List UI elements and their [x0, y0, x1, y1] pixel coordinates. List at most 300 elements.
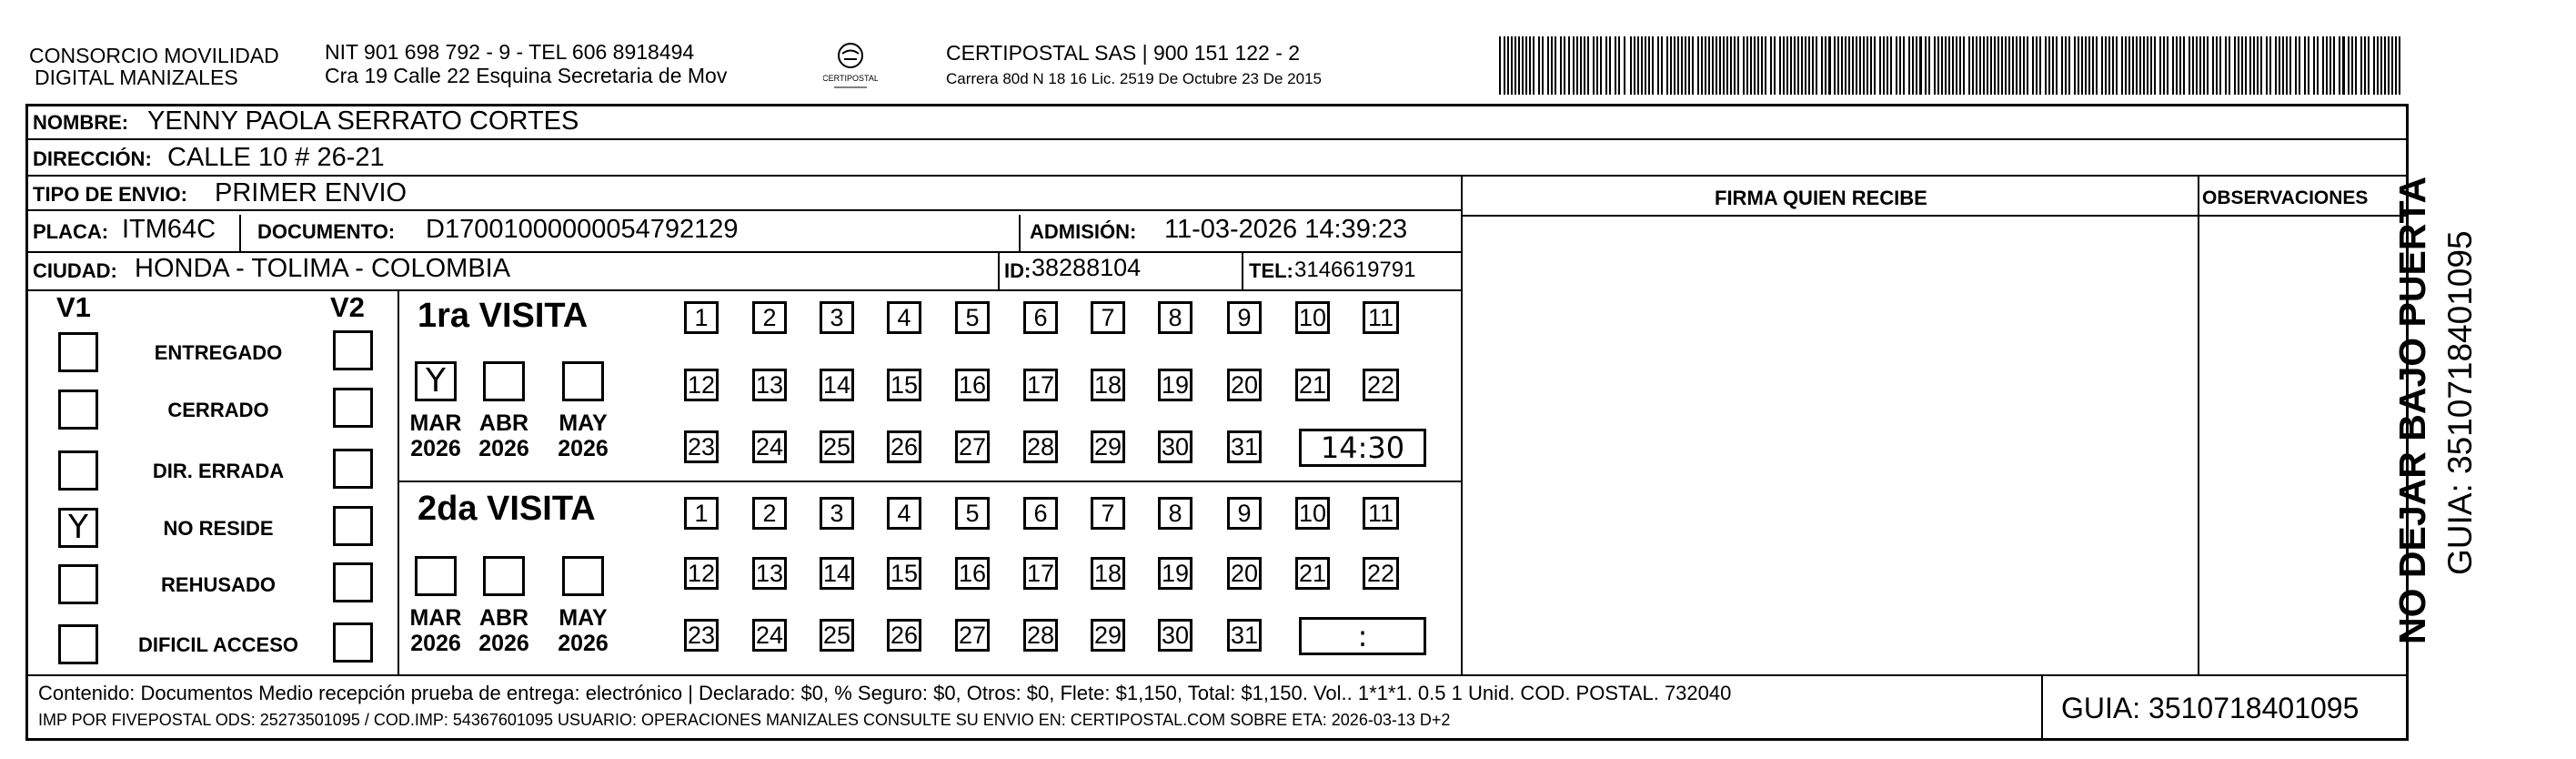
barcode-bar: [1734, 36, 1736, 95]
day-box[interactable]: 10: [1295, 497, 1330, 530]
day-box[interactable]: 8: [1158, 497, 1192, 530]
barcode-bar: [2012, 36, 2014, 95]
barcode-bar: [1648, 36, 1650, 95]
v1-checkbox[interactable]: [58, 390, 98, 430]
barcode-bar: [1941, 36, 1943, 95]
side-guia-text: GUIA: 3510718401095: [2441, 230, 2479, 575]
documento-value: D17001000000054792129: [426, 215, 739, 244]
v2-checkbox[interactable]: [333, 330, 373, 370]
day-box[interactable]: 14: [820, 369, 854, 401]
barcode-bar: [2342, 36, 2345, 95]
v2-checkbox[interactable]: [333, 562, 373, 602]
barcode-bar: [1587, 36, 1589, 95]
barcode-bar: [1670, 36, 1672, 95]
barcode-bar: [1688, 36, 1690, 95]
day-box[interactable]: 2: [752, 301, 787, 334]
barcode-bar: [2275, 36, 2277, 95]
logo-emblem-icon: [823, 40, 878, 93]
day-box[interactable]: 16: [955, 369, 990, 401]
barcode-bar: [1783, 36, 1785, 95]
day-box[interactable]: 27: [955, 619, 990, 652]
barcode-bar: [1609, 36, 1611, 95]
day-box[interactable]: 27: [955, 430, 990, 463]
barcode-bar: [1568, 36, 1570, 95]
barcode-bar: [1790, 36, 1792, 95]
barcode-bar: [2234, 36, 2236, 95]
day-box[interactable]: 19: [1158, 557, 1192, 590]
barcode-bar: [1968, 36, 1970, 95]
nit-text: NIT 901 698 792 - 9 - TEL 606 8918494: [325, 40, 695, 64]
day-box[interactable]: 1: [684, 497, 719, 530]
day-box[interactable]: 30: [1158, 430, 1192, 463]
day-box[interactable]: 17: [1023, 557, 1058, 590]
barcode-bar: [1507, 36, 1509, 95]
barcode-bar: [1743, 36, 1745, 95]
month-checkbox[interactable]: [562, 556, 604, 596]
barcode-bar: [1754, 36, 1756, 95]
day-box[interactable]: 25: [820, 430, 854, 463]
barcode-bar: [2092, 36, 2094, 95]
admision-value: 11-03-2026 14:39:23: [1164, 215, 1408, 244]
day-box[interactable]: 18: [1091, 369, 1125, 401]
company-name: CONSORCIO MOVILIDAD: [29, 44, 279, 67]
month-label: MAY: [558, 410, 608, 436]
day-box[interactable]: 17: [1023, 369, 1058, 401]
barcode-bar: [2380, 36, 2382, 95]
day-box[interactable]: 23: [684, 619, 719, 652]
day-box[interactable]: 26: [887, 619, 921, 652]
barcode-bar: [1750, 36, 1752, 95]
barcode-bar: [1899, 36, 1901, 95]
placa-value: ITM64C: [122, 215, 216, 244]
barcode-bar: [1852, 36, 1854, 95]
certipostal-logo: [823, 40, 878, 93]
footer-print-info: IMP POR FIVEPOSTAL ODS: 25273501095 / COD.IMP: 54367601095 USUARIO: OPERACIONES MANIZALES CONSULTE SU ENVIO EN: CERTIPOSTAL.COM SOBRE ETA: 2026-03-13 D+2: [38, 711, 1451, 729]
company-name-line2: DIGITAL MANIZALES: [35, 66, 238, 89]
barcode-bar: [1580, 36, 1582, 95]
barcode-bar: [1828, 36, 1831, 95]
barcode-bar: [1576, 36, 1578, 95]
barcode-bar: [2125, 36, 2127, 95]
barcode-bar: [2088, 36, 2090, 95]
day-box[interactable]: 9: [1227, 497, 1262, 530]
status-option-label: DIR. ERRADA: [152, 460, 285, 482]
barcode-bar: [2207, 36, 2209, 95]
status-option-label: REHUSADO: [161, 573, 276, 596]
barcode-bar: [1712, 36, 1714, 95]
barcode-bar: [1726, 36, 1728, 95]
day-box[interactable]: 15: [887, 369, 921, 401]
month-checkbox[interactable]: Y: [415, 361, 457, 401]
barcode-bar: [1870, 36, 1872, 95]
barcode-bar: [2260, 36, 2262, 95]
barcode-bar: [1615, 36, 1616, 95]
day-box[interactable]: 31: [1227, 619, 1262, 652]
day-box[interactable]: 6: [1023, 497, 1058, 530]
barcode-bar: [2238, 36, 2239, 95]
nombre-label: NOMBRE:: [33, 111, 129, 134]
day-box[interactable]: 13: [752, 557, 787, 590]
day-box[interactable]: 26: [887, 430, 921, 463]
barcode-bar: [2159, 36, 2161, 95]
barcode-bar: [1874, 36, 1876, 95]
barcode-bar: [1994, 36, 1996, 95]
barcode-bar: [1681, 36, 1683, 95]
v1-checkbox[interactable]: Y: [58, 508, 98, 548]
day-box[interactable]: 20: [1227, 557, 1262, 590]
barcode-bar: [1972, 36, 1974, 95]
day-box[interactable]: 15: [887, 557, 921, 590]
barcode-bar: [1812, 36, 1814, 95]
barcode-bar: [2279, 36, 2280, 95]
barcode-bar: [2045, 36, 2047, 95]
id-value: 38288104: [1031, 254, 1142, 281]
v1-checkbox[interactable]: [58, 564, 98, 604]
barcode-bar: [2355, 36, 2357, 95]
barcode-bar: [2001, 36, 2003, 95]
day-box[interactable]: 20: [1227, 369, 1262, 401]
barcode-bar: [1856, 36, 1857, 95]
barcode-bar: [2081, 36, 2083, 95]
month-checkbox[interactable]: [483, 361, 525, 401]
barcode-bar: [1701, 36, 1703, 95]
barcode-bar: [1867, 36, 1868, 95]
barcode-bar: [2016, 36, 2018, 95]
barcode-graphic: [1497, 36, 2407, 95]
barcode-bar: [1652, 36, 1654, 95]
day-box[interactable]: 4: [887, 497, 921, 530]
barcode-bar: [2085, 36, 2087, 95]
barcode-bar: [2373, 36, 2375, 95]
barcode-bar: [2266, 36, 2268, 95]
barcode-bar: [2068, 36, 2070, 95]
day-box[interactable]: 23: [684, 430, 719, 463]
barcode-bar: [2192, 36, 2194, 95]
tel-label: TEL:: [1249, 259, 1293, 282]
month-year-label: 2026: [478, 631, 529, 656]
barcode-bar: [1979, 36, 1981, 95]
barcode-bar: [1723, 36, 1725, 95]
barcode-bar: [1801, 36, 1803, 95]
barcode-bar: [1708, 36, 1710, 95]
day-box[interactable]: 11: [1363, 497, 1399, 530]
day-box[interactable]: 31: [1227, 430, 1262, 463]
barcode-bar: [1934, 36, 1936, 95]
v1-checkbox[interactable]: [58, 450, 98, 491]
barcode-bar: [1538, 36, 1540, 95]
barcode-bar: [1518, 36, 1520, 95]
day-box[interactable]: 16: [955, 557, 990, 590]
day-box[interactable]: 5: [955, 497, 990, 530]
barcode-bar: [1661, 36, 1663, 95]
barcode-bar: [2023, 36, 2025, 95]
day-box[interactable]: 7: [1091, 301, 1125, 334]
day-box[interactable]: 29: [1091, 430, 1125, 463]
visit-title: 1ra VISITA: [418, 297, 589, 335]
barcode-bar: [2005, 36, 2007, 95]
barcode-bar: [1948, 36, 1950, 95]
barcode-bar: [2150, 36, 2152, 95]
month-label: MAR: [409, 605, 462, 631]
month-checkbox[interactable]: [483, 556, 525, 596]
footer-contents: Contenido: Documentos Medio recepción prueba de entrega: electrónico | Declarado: $0, % Seguro: $0, Otros: $0, Flete: $1,150, Total: $1,150. Vol.. 1*1*1. 0.5 1 Unid. COD. POSTAL. 732040: [38, 682, 1732, 704]
month-checkbox[interactable]: [415, 556, 457, 596]
day-box[interactable]: 11: [1363, 301, 1399, 334]
barcode-bar: [2078, 36, 2079, 95]
barcode-bar: [2295, 36, 2297, 95]
barcode-bar: [1794, 36, 1796, 95]
barcode-bar: [2121, 36, 2123, 95]
barcode-bar: [1990, 36, 1992, 95]
day-box[interactable]: 3: [820, 301, 854, 334]
v2-header: V2: [330, 291, 365, 323]
barcode-bar: [1624, 36, 1625, 95]
barcode-bar: [1511, 36, 1513, 95]
visit-time-box[interactable]: :: [1299, 617, 1426, 655]
barcode-bar: [1555, 36, 1556, 95]
barcode-bar: [1952, 36, 1954, 95]
barcode-bar: [2008, 36, 2010, 95]
day-box[interactable]: 25: [820, 619, 854, 652]
ciudad-label: CIUDAD:: [33, 259, 117, 282]
ciudad-value: HONDA - TOLIMA - COLOMBIA: [135, 254, 511, 283]
status-option-label: ENTREGADO: [154, 341, 283, 364]
barcode-bar: [2391, 36, 2393, 95]
barcode-bar: [2313, 36, 2315, 95]
barcode-bar: [2105, 36, 2107, 95]
barcode-bar: [1705, 36, 1706, 95]
barcode-bar: [2074, 36, 2076, 95]
barcode-bar: [2348, 36, 2350, 95]
day-box[interactable]: 12: [684, 557, 719, 590]
barcode-bar: [1657, 36, 1659, 95]
barcode-bar: [1584, 36, 1585, 95]
v2-checkbox[interactable]: [333, 506, 373, 546]
barcode-bar: [2384, 36, 2386, 95]
barcode-bar: [1887, 36, 1888, 95]
barcode-bar: [1903, 36, 1905, 95]
month-label: MAY: [558, 605, 608, 631]
day-box[interactable]: 10: [1295, 301, 1330, 334]
day-box[interactable]: 1: [684, 301, 719, 334]
barcode-bar: [1634, 36, 1635, 95]
status-option-label: CERRADO: [167, 399, 269, 421]
day-box[interactable]: 30: [1158, 619, 1192, 652]
barcode-bar: [2229, 36, 2230, 95]
month-label: ABR: [478, 410, 529, 436]
tipo-envio-label: TIPO DE ENVIO:: [33, 183, 187, 206]
documento-label: DOCUMENTO:: [257, 220, 396, 243]
barcode-bar: [1821, 36, 1823, 95]
v2-checkbox[interactable]: [333, 449, 373, 489]
barcode-bar: [2203, 36, 2205, 95]
barcode-bar: [2167, 36, 2168, 95]
barcode-bar: [2388, 36, 2390, 95]
barcode-bar: [1837, 36, 1839, 95]
barcode-bar: [1514, 36, 1516, 95]
certipostal-text: CERTIPOSTAL SAS | 900 151 122 - 2: [946, 41, 1301, 65]
barcode-bar: [2143, 36, 2145, 95]
barcode-bar: [2176, 36, 2178, 95]
barcode-bar: [2286, 36, 2288, 95]
day-box[interactable]: 7: [1091, 497, 1125, 530]
barcode-bar: [1919, 36, 1922, 95]
barcode: [1497, 36, 2407, 95]
barcode-bar: [1816, 36, 1817, 95]
barcode-bar: [1808, 36, 1810, 95]
month-checkbox[interactable]: [562, 361, 604, 401]
barcode-bar: [1605, 36, 1607, 95]
barcode-bar: [2329, 36, 2331, 95]
barcode-bar: [2212, 36, 2214, 95]
placa-label: PLACA:: [33, 220, 109, 243]
barcode-bar: [2269, 36, 2271, 95]
direccion-label: DIRECCIÓN:: [33, 147, 152, 170]
day-box[interactable]: 21: [1295, 369, 1330, 401]
barcode-bar: [1618, 36, 1620, 95]
barcode-bar: [2333, 36, 2335, 95]
barcode-bar: [2289, 36, 2291, 95]
status-option-label: NO RESIDE: [163, 517, 274, 540]
day-box[interactable]: 18: [1091, 557, 1125, 590]
observaciones-header: OBSERVACIONES: [2202, 187, 2369, 208]
day-box[interactable]: 22: [1363, 557, 1399, 590]
v1-checkbox[interactable]: [58, 332, 98, 372]
nombre-value: YENNY PAOLA SERRATO CORTES: [147, 106, 579, 136]
day-box[interactable]: 6: [1023, 301, 1058, 334]
barcode-bar: [2036, 36, 2038, 95]
barcode-bar: [2253, 36, 2255, 95]
barcode-bar: [2065, 36, 2067, 95]
barcode-bar: [1945, 36, 1947, 95]
barcode-bar: [2172, 36, 2174, 95]
barcode-bar: [2056, 36, 2058, 95]
barcode-bar: [1645, 36, 1646, 95]
barcode-bar: [1883, 36, 1885, 95]
barcode-bar: [2216, 36, 2218, 95]
day-box[interactable]: 22: [1363, 369, 1399, 401]
day-box[interactable]: 4: [887, 301, 921, 334]
barcode-bar: [2116, 36, 2118, 95]
day-box[interactable]: 24: [752, 619, 787, 652]
barcode-bar: [1666, 36, 1668, 95]
day-box[interactable]: 29: [1091, 619, 1125, 652]
barcode-bar: [2339, 36, 2340, 95]
barcode-bar: [1685, 36, 1686, 95]
barcode-bar: [1863, 36, 1865, 95]
day-box[interactable]: 19: [1158, 369, 1192, 401]
barcode-bar: [1737, 36, 1739, 95]
barcode-bar: [2154, 36, 2156, 95]
barcode-bar: [1674, 36, 1675, 95]
barcode-bar: [2351, 36, 2353, 95]
barcode-bar: [2360, 36, 2362, 95]
barcode-bar: [1719, 36, 1721, 95]
barcode-bar: [1564, 36, 1565, 95]
barcode-bar: [2368, 36, 2370, 95]
barcode-bar: [2317, 36, 2319, 95]
admision-label: ADMISIÓN:: [1030, 220, 1137, 243]
day-box[interactable]: 28: [1023, 430, 1058, 463]
barcode-bar: [1596, 36, 1598, 95]
day-box[interactable]: 12: [684, 369, 719, 401]
barcode-bar: [1976, 36, 1977, 95]
barcode-bar: [1547, 36, 1549, 95]
month-year-label: 2026: [410, 631, 461, 656]
barcode-bar: [2322, 36, 2324, 95]
barcode-bar: [1529, 36, 1531, 95]
v1-checkbox[interactable]: [58, 624, 98, 664]
barcode-bar: [2245, 36, 2247, 95]
day-box[interactable]: 24: [752, 430, 787, 463]
v2-checkbox[interactable]: [333, 388, 373, 428]
direccion-value: CALLE 10 # 26-21: [167, 143, 385, 172]
barcode-bar: [1925, 36, 1927, 95]
v2-checkbox[interactable]: [333, 622, 373, 663]
barcode-bar: [2395, 36, 2397, 95]
barcode-bar: [1997, 36, 1999, 95]
barcode-bar: [2052, 36, 2054, 95]
barcode-bar: [2136, 36, 2138, 95]
barcode-bar: [1983, 36, 1985, 95]
barcode-bar: [1504, 36, 1505, 95]
barcode-bar: [1573, 36, 1575, 95]
month-label: MAR: [409, 410, 462, 436]
barcode-bar: [1761, 36, 1763, 95]
svg-text:CERTIPOSTAL: CERTIPOSTAL: [823, 74, 878, 83]
day-box[interactable]: 13: [752, 369, 787, 401]
barcode-bar: [2377, 36, 2379, 95]
barcode-bar: [2096, 36, 2098, 95]
id-label: ID:: [1004, 259, 1031, 282]
status-option-label: DIFICIL ACCESO: [137, 633, 298, 656]
day-box[interactable]: 14: [820, 557, 854, 590]
barcode-bar: [1890, 36, 1892, 95]
barcode-bar: [2364, 36, 2366, 95]
day-box[interactable]: 8: [1158, 301, 1192, 334]
barcode-bar: [1692, 36, 1694, 95]
barcode-bar: [2147, 36, 2148, 95]
barcode-bar: [2199, 36, 2201, 95]
barcode-bar: [1859, 36, 1861, 95]
visit-title: 2da VISITA: [418, 490, 596, 528]
day-box[interactable]: 21: [1295, 557, 1330, 590]
day-box[interactable]: 3: [820, 497, 854, 530]
month-year-label: 2026: [558, 436, 609, 461]
barcode-bar: [1896, 36, 1897, 95]
barcode-bar: [1600, 36, 1602, 95]
address-text: Cra 19 Calle 22 Esquina Secretaria de Mov: [325, 64, 728, 87]
day-box[interactable]: 2: [752, 497, 787, 530]
barcode-bar: [1916, 36, 1917, 95]
barcode-bar: [1774, 36, 1776, 95]
barcode-bar: [2308, 36, 2309, 95]
barcode-bar: [2019, 36, 2021, 95]
day-box[interactable]: 9: [1227, 301, 1262, 334]
month-year-label: 2026: [558, 631, 609, 656]
visit-time-box[interactable]: 14:30: [1299, 429, 1426, 467]
footer-guia: GUIA: 3510718401095: [2061, 692, 2360, 724]
barcode-bar: [1630, 36, 1632, 95]
day-box[interactable]: 5: [955, 301, 990, 334]
day-box[interactable]: 28: [1023, 619, 1058, 652]
barcode-bar: [2108, 36, 2110, 95]
barcode-bar: [2163, 36, 2165, 95]
barcode-bar: [1730, 36, 1732, 95]
barcode-bar: [2299, 36, 2300, 95]
barcode-bar: [2027, 36, 2028, 95]
barcode-bar: [2399, 36, 2400, 95]
